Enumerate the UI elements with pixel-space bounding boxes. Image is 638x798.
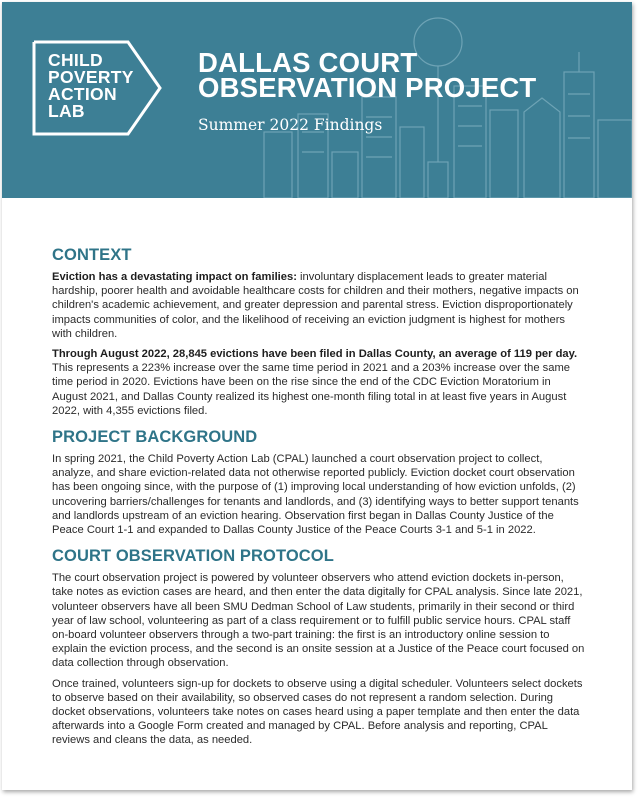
title-line: OBSERVATION PROJECT <box>198 72 537 103</box>
paragraph-text: This represents a 223% increase over the same time period in 2021 and a 203% increase over the same time period in 2020. Evictions have been on the rise since the end of the CDC Eviction Moratorium in August 2021, and Dallas County realized its highest one-month filing total in at least five years in August 2022, with 4,355 evictions filed. <box>52 362 571 417</box>
logo-line: ACTION <box>48 84 117 104</box>
protocol-section <box>52 547 585 747</box>
paragraph-text: involuntary displacement leads to greater material hardship, poorer health and avoidable healthcare costs for children and their mothers, negative impacts on children's academic achievement, and greater depression and parental stress. Eviction disproportionately impacts communities of color, and the likelihood of receiving an eviction judgment is highest for mothers with children. <box>52 271 579 340</box>
protocol-paragraph-2: Once trained, volunteers sign-up for dockets to observe using a digital scheduler. Volunteers select dockets to observe based on their availability, so observed cases do not represent a random selection. During docket observations, volunteers take notes on cases heard using a paper template and then enter the data afterwards into a Google Form created and managed by CPAL. Before analysis and reporting, CPAL reviews and cleans the data, as needed. <box>52 677 583 747</box>
bold-lead: Eviction has a devastating impact on families: <box>52 271 297 283</box>
background-section <box>52 428 585 537</box>
logo-line: POVERTY <box>48 67 134 87</box>
page-subtitle: Summer 2022 Findings <box>198 116 383 134</box>
page-title <box>198 47 537 103</box>
context-paragraph-1 <box>52 270 585 341</box>
section-heading: PROJECT BACKGROUND <box>52 428 258 447</box>
protocol-paragraph-1: The court observation project is powered by volunteer observers who attend eviction dockets in-person, take notes as eviction cases are heard, and then enter the data digitally for CPAL analysis. Since late 2021, volunteer observers have all been SMU Dedman School of Law students, primarily in their second or third year of law school, volunteering as part of a class requirement or to fulfill public service hours. CPAL staff on-board volunteer observers through a two-part training: the first is an introductory online session to explain the eviction process, and the second is an onsite session at a Justice of the Peace court focused on data collection through observation. <box>52 572 585 670</box>
logo-line: CHILD <box>48 50 103 70</box>
context-section <box>52 246 585 418</box>
bold-lead: Through August 2022, 28,845 evictions have been filed in Dallas County, an average of 119 per day. <box>52 348 578 361</box>
context-paragraph-2 <box>52 347 585 418</box>
main-content <box>52 246 585 758</box>
background-paragraph: In spring 2021, the Child Poverty Action Lab (CPAL) launched a court observation project to collect, analyze, and share eviction-related data not otherwise reported publicly. Eviction docket court observation has been ongoing since, with the purpose of (1) improving local understanding of how eviction unfolds, (2) uncovering barriers/challenges for tenants and landlords, and (3) identifying ways to better support tenants and landlords upstream of an eviction hearing. Observation first began in Dallas County Justice of the Peace Court 1-1 and expanded to Dallas County Justice of the Peace Courts 3-1 and 5-1 in 2022. <box>52 453 579 537</box>
title-line: DALLAS COURT <box>198 47 418 78</box>
section-heading: CONTEXT <box>52 246 132 264</box>
section-heading: COURT OBSERVATION PROTOCOL <box>52 547 334 566</box>
header-banner <box>2 2 632 198</box>
document-page <box>2 2 632 790</box>
logo-line: LAB <box>48 101 85 121</box>
logo-wordmark <box>48 52 134 120</box>
